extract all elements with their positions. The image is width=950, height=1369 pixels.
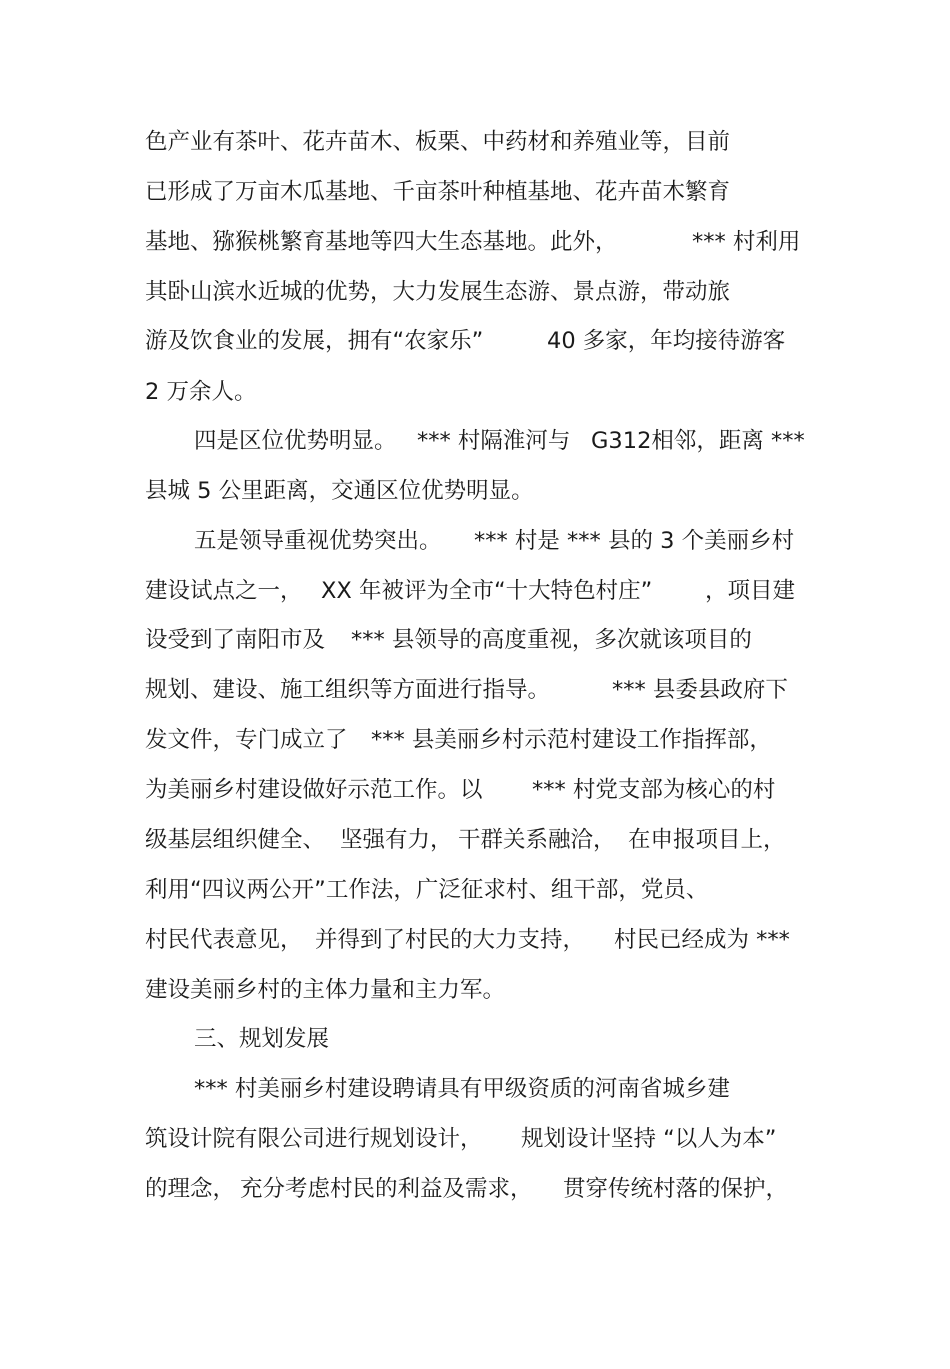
paragraph-line: [0, 372, 950, 412]
paragraph-line: [0, 670, 950, 710]
paragraph-line: [0, 1119, 950, 1159]
text-segment: 村民代表意见，: [145, 927, 303, 953]
text-segment: 色产业有茶叶、花卉苗木、板栗、中药材和养殖业等，目前: [145, 129, 731, 155]
text-segment: 干群关系融洽，: [458, 827, 616, 853]
text-segment: 40 多家，年均接待游客: [547, 328, 786, 354]
text-segment: XX 年被评为全市“十大特色村庄”: [321, 578, 653, 604]
paragraph-line: [0, 770, 950, 810]
text-segment: G312相邻，距离 ***: [591, 428, 805, 454]
text-segment: *** 县美丽乡村示范村建设工作指挥部，: [371, 727, 772, 753]
text-segment: 三、规划发展: [194, 1026, 330, 1052]
paragraph-line: [0, 720, 950, 760]
text-segment: 其卧山滨水近城的优势，大力发展生态游、景点游，带动旅: [145, 279, 731, 305]
text-segment: 发文件，专门成立了: [145, 727, 348, 753]
text-segment: ，项目建: [705, 578, 796, 604]
paragraph-line: [0, 820, 950, 860]
text-segment: *** 县领导的高度重视，多次就该项目的: [351, 627, 752, 653]
text-segment: 级基层组织健全、: [145, 827, 326, 853]
text-segment: 2 万余人。: [145, 379, 257, 405]
text-segment: 已形成了万亩木瓜基地、千亩茶叶种植基地、花卉苗木繁育: [145, 179, 731, 205]
paragraph-line: [0, 571, 950, 611]
text-segment: *** 村美丽乡村建设聘请具有甲级资质的河南省城乡建: [194, 1076, 730, 1102]
text-segment: 四是区位优势明显。: [194, 428, 397, 454]
paragraph-line: [0, 920, 950, 960]
text-segment: *** 村是 *** 县的 3 个美丽乡村: [474, 528, 795, 554]
text-segment: 在申报项目上，: [628, 827, 786, 853]
paragraph-line: [0, 471, 950, 511]
text-segment: 筑设计院有限公司进行规划设计，: [145, 1126, 483, 1152]
text-segment: 县城 5 公里距离，交通区位优势明显。: [145, 478, 534, 504]
text-segment: 规划设计坚持 “以人为本”: [521, 1126, 777, 1152]
text-segment: 设受到了南阳市及: [145, 627, 326, 653]
paragraph-line: [0, 521, 950, 561]
paragraph-line: [0, 321, 950, 361]
paragraph-line: [0, 122, 950, 162]
paragraph-line: [0, 421, 950, 461]
text-segment: 游及饮食业的发展，拥有“农家乐”: [145, 328, 484, 354]
paragraph-line: [0, 172, 950, 212]
text-segment: 建设试点之一，: [145, 578, 303, 604]
text-segment: *** 村隔淮河与: [417, 428, 571, 454]
text-segment: 规划、建设、施工组织等方面进行指导。: [145, 677, 551, 703]
paragraph-line: [0, 1169, 950, 1209]
text-segment: 并得到了村民的大力支持，: [315, 927, 586, 953]
text-segment: 充分考虑村民的利益及需求，: [240, 1176, 533, 1202]
text-segment: 基地、猕猴桃繁育基地等四大生态基地。此外，: [145, 229, 618, 255]
section-heading: [0, 1019, 950, 1059]
text-segment: 坚强有力，: [340, 827, 453, 853]
paragraph-line: [0, 222, 950, 262]
paragraph-line: [0, 620, 950, 660]
text-segment: 五是领导重视优势突出。: [194, 528, 442, 554]
text-segment: *** 村党支部为核心的村: [532, 777, 776, 803]
text-segment: 利用“四议两公开”工作法，广泛征求村、组干部，党员、: [145, 877, 709, 903]
text-segment: 建设美丽乡村的主体力量和主力军。: [145, 977, 506, 1003]
paragraph-line: [0, 970, 950, 1010]
paragraph-line: [0, 272, 950, 312]
text-segment: 的理念，: [145, 1176, 236, 1202]
text-segment: 村民已经成为 ***: [614, 927, 790, 953]
text-segment: 贯穿传统村落的保护，: [563, 1176, 789, 1202]
paragraph-line: [0, 1069, 950, 1109]
text-segment: 为美丽乡村建设做好示范工作。以: [145, 777, 483, 803]
text-segment: *** 县委县政府下: [612, 677, 788, 703]
paragraph-line: [0, 870, 950, 910]
text-segment: *** 村利用: [692, 229, 801, 255]
